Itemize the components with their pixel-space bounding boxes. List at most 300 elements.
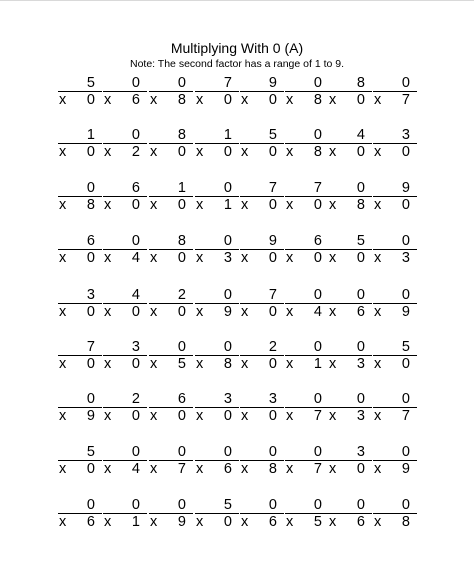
bottom-row [285, 407, 329, 424]
bottom-row [240, 303, 284, 320]
bottom-row [328, 355, 372, 372]
multiply-operator: x [241, 304, 249, 320]
bottom-row [328, 196, 372, 213]
problem-6-3 [149, 340, 193, 370]
multiply-operator: x [374, 514, 382, 530]
multiply-operator: x [104, 514, 112, 530]
multiply-operator: x [196, 356, 204, 372]
bottom-factor: 3 [401, 250, 410, 266]
problem-3-7 [328, 181, 372, 211]
multiply-operator: x [374, 356, 382, 372]
bottom-row [58, 460, 102, 477]
problem-3-2 [103, 181, 147, 211]
top-factor: 1 [86, 127, 95, 143]
multiply-operator: x [286, 250, 294, 266]
problem-4-2 [103, 234, 147, 264]
multiply-operator: x [374, 408, 382, 424]
top-factor: 8 [177, 233, 186, 249]
bottom-row [240, 513, 284, 530]
bottom-factor: 0 [131, 408, 140, 424]
bottom-row [103, 407, 147, 424]
worksheet-title: Multiplying With 0 (A) [170, 40, 304, 56]
multiply-operator: x [104, 144, 112, 160]
problem-5-8 [373, 288, 417, 318]
problem-9-7 [328, 498, 372, 528]
top-factor: 1 [223, 127, 232, 143]
bottom-factor: 0 [356, 250, 365, 266]
multiply-operator: x [59, 408, 67, 424]
problem-5-1 [58, 288, 102, 318]
top-factor: 0 [177, 75, 186, 91]
top-factor: 4 [356, 127, 365, 143]
top-factor: 0 [356, 287, 365, 303]
bottom-row [149, 513, 193, 530]
multiply-operator: x [329, 304, 337, 320]
multiply-operator: x [241, 92, 249, 108]
top-factor: 0 [86, 497, 95, 513]
bottom-factor: 8 [86, 197, 95, 213]
bottom-factor: 5 [177, 356, 186, 372]
bottom-row [240, 355, 284, 372]
bottom-row [149, 196, 193, 213]
problem-4-6 [285, 234, 329, 264]
bottom-row [373, 143, 417, 160]
bottom-factor: 7 [401, 92, 410, 108]
multiply-operator: x [196, 144, 204, 160]
top-factor: 0 [313, 444, 322, 460]
top-factor: 7 [268, 287, 277, 303]
bottom-factor: 6 [356, 304, 365, 320]
bottom-factor: 0 [86, 92, 95, 108]
top-factor: 0 [268, 497, 277, 513]
top-factor: 2 [268, 339, 277, 355]
problem-4-7 [328, 234, 372, 264]
bottom-factor: 2 [131, 144, 140, 160]
multiply-operator: x [59, 197, 67, 213]
top-factor: 3 [223, 391, 232, 407]
bottom-factor: 0 [86, 304, 95, 320]
top-factor: 5 [401, 339, 410, 355]
problem-3-3 [149, 181, 193, 211]
bottom-row [195, 249, 239, 266]
bottom-row [373, 513, 417, 530]
multiply-operator: x [150, 514, 158, 530]
problem-6-4 [195, 340, 239, 370]
bottom-row [58, 303, 102, 320]
top-factor: 7 [268, 180, 277, 196]
top-factor: 5 [268, 127, 277, 143]
multiply-operator: x [374, 250, 382, 266]
bottom-factor: 3 [223, 250, 232, 266]
problem-3-5 [240, 181, 284, 211]
bottom-factor: 0 [177, 250, 186, 266]
bottom-factor: 0 [356, 92, 365, 108]
bottom-row [328, 303, 372, 320]
bottom-factor: 9 [401, 461, 410, 477]
top-factor: 0 [401, 444, 410, 460]
bottom-row [149, 460, 193, 477]
bottom-factor: 0 [223, 514, 232, 530]
problem-8-2 [103, 445, 147, 475]
bottom-row [328, 460, 372, 477]
bottom-factor: 9 [223, 304, 232, 320]
multiply-operator: x [150, 461, 158, 477]
problem-1-4 [195, 76, 239, 106]
bottom-row [373, 196, 417, 213]
bottom-row [149, 143, 193, 160]
bottom-row [195, 513, 239, 530]
top-factor: 0 [86, 391, 95, 407]
problem-9-8 [373, 498, 417, 528]
bottom-factor: 4 [131, 461, 140, 477]
bottom-factor: 0 [268, 304, 277, 320]
problem-6-7 [328, 340, 372, 370]
top-factor: 0 [131, 444, 140, 460]
bottom-factor: 0 [86, 144, 95, 160]
multiply-operator: x [241, 197, 249, 213]
bottom-row [285, 355, 329, 372]
problem-3-8 [373, 181, 417, 211]
multiply-operator: x [196, 461, 204, 477]
bottom-factor: 0 [223, 408, 232, 424]
problem-7-1 [58, 392, 102, 422]
multiply-operator: x [374, 92, 382, 108]
top-factor: 6 [131, 180, 140, 196]
multiply-operator: x [329, 250, 337, 266]
bottom-factor: 0 [313, 197, 322, 213]
multiply-operator: x [329, 92, 337, 108]
problem-7-2 [103, 392, 147, 422]
top-factor: 0 [86, 180, 95, 196]
problem-5-5 [240, 288, 284, 318]
bottom-factor: 1 [131, 514, 140, 530]
bottom-factor: 6 [268, 514, 277, 530]
multiply-operator: x [374, 304, 382, 320]
multiply-operator: x [241, 250, 249, 266]
multiply-operator: x [329, 408, 337, 424]
problem-1-1 [58, 76, 102, 106]
top-factor: 0 [401, 233, 410, 249]
bottom-factor: 0 [268, 92, 277, 108]
top-factor: 0 [313, 391, 322, 407]
multiply-operator: x [59, 92, 67, 108]
problem-1-7 [328, 76, 372, 106]
top-factor: 0 [356, 391, 365, 407]
problem-6-1 [58, 340, 102, 370]
top-factor: 0 [131, 127, 140, 143]
multiply-operator: x [196, 197, 204, 213]
bottom-row [103, 460, 147, 477]
top-factor: 7 [313, 180, 322, 196]
problem-9-1 [58, 498, 102, 528]
top-factor: 3 [356, 444, 365, 460]
bottom-row [240, 91, 284, 108]
bottom-row [103, 303, 147, 320]
multiply-operator: x [150, 408, 158, 424]
multiply-operator: x [286, 461, 294, 477]
problem-8-6 [285, 445, 329, 475]
multiply-operator: x [196, 92, 204, 108]
bottom-factor: 0 [86, 356, 95, 372]
problem-6-2 [103, 340, 147, 370]
bottom-row [373, 407, 417, 424]
bottom-row [58, 355, 102, 372]
bottom-row [58, 91, 102, 108]
top-factor: 3 [401, 127, 410, 143]
multiply-operator: x [150, 92, 158, 108]
top-factor: 6 [313, 233, 322, 249]
problem-7-8 [373, 392, 417, 422]
bottom-factor: 6 [131, 92, 140, 108]
problem-1-3 [149, 76, 193, 106]
bottom-row [149, 249, 193, 266]
problem-1-8 [373, 76, 417, 106]
bottom-factor: 8 [401, 514, 410, 530]
bottom-row [195, 196, 239, 213]
problem-3-6 [285, 181, 329, 211]
bottom-row [103, 355, 147, 372]
top-factor: 0 [131, 75, 140, 91]
top-factor: 0 [131, 497, 140, 513]
multiply-operator: x [286, 197, 294, 213]
top-factor: 0 [223, 287, 232, 303]
bottom-row [285, 143, 329, 160]
bottom-row [373, 249, 417, 266]
bottom-factor: 0 [177, 304, 186, 320]
bottom-factor: 8 [223, 356, 232, 372]
bottom-factor: 0 [268, 250, 277, 266]
bottom-factor: 3 [356, 356, 365, 372]
top-factor: 3 [268, 391, 277, 407]
problem-2-6 [285, 128, 329, 158]
multiply-operator: x [329, 356, 337, 372]
multiply-operator: x [104, 356, 112, 372]
bottom-factor: 5 [313, 514, 322, 530]
top-factor: 9 [401, 180, 410, 196]
bottom-factor: 8 [313, 144, 322, 160]
problem-5-7 [328, 288, 372, 318]
top-factor: 0 [223, 339, 232, 355]
bottom-factor: 0 [268, 197, 277, 213]
bottom-factor: 0 [131, 304, 140, 320]
bottom-factor: 0 [401, 144, 410, 160]
bottom-factor: 0 [131, 197, 140, 213]
problem-5-4 [195, 288, 239, 318]
bottom-factor: 0 [401, 356, 410, 372]
top-factor: 0 [401, 75, 410, 91]
problem-1-2 [103, 76, 147, 106]
multiply-operator: x [286, 514, 294, 530]
top-factor: 0 [177, 339, 186, 355]
problem-2-4 [195, 128, 239, 158]
multiply-operator: x [374, 144, 382, 160]
bottom-row [195, 460, 239, 477]
problem-2-2 [103, 128, 147, 158]
bottom-row [103, 143, 147, 160]
top-factor: 0 [313, 287, 322, 303]
worksheet-note: Note: The second factor has a range of 1 to 9. [129, 58, 345, 70]
problem-3-4 [195, 181, 239, 211]
multiply-operator: x [150, 250, 158, 266]
bottom-row [240, 143, 284, 160]
bottom-row [149, 355, 193, 372]
multiply-operator: x [196, 514, 204, 530]
problem-9-4 [195, 498, 239, 528]
multiply-operator: x [150, 356, 158, 372]
multiply-operator: x [150, 304, 158, 320]
bottom-factor: 6 [86, 514, 95, 530]
multiply-operator: x [286, 356, 294, 372]
bottom-factor: 4 [313, 304, 322, 320]
problem-4-5 [240, 234, 284, 264]
top-factor: 5 [86, 75, 95, 91]
problem-1-6 [285, 76, 329, 106]
bottom-factor: 0 [86, 250, 95, 266]
bottom-row [58, 407, 102, 424]
problem-2-7 [328, 128, 372, 158]
multiply-operator: x [59, 144, 67, 160]
top-factor: 0 [313, 75, 322, 91]
bottom-row [149, 303, 193, 320]
problem-9-2 [103, 498, 147, 528]
multiply-operator: x [329, 461, 337, 477]
top-factor: 7 [223, 75, 232, 91]
top-factor: 5 [86, 444, 95, 460]
multiply-operator: x [104, 304, 112, 320]
problem-4-4 [195, 234, 239, 264]
multiply-operator: x [286, 92, 294, 108]
problem-7-7 [328, 392, 372, 422]
bottom-row [240, 460, 284, 477]
bottom-factor: 7 [313, 408, 322, 424]
multiply-operator: x [196, 304, 204, 320]
bottom-row [285, 303, 329, 320]
bottom-factor: 7 [401, 408, 410, 424]
bottom-factor: 6 [223, 461, 232, 477]
bottom-row [328, 407, 372, 424]
bottom-row [373, 303, 417, 320]
multiply-operator: x [241, 461, 249, 477]
multiply-operator: x [286, 144, 294, 160]
bottom-row [240, 196, 284, 213]
problem-8-3 [149, 445, 193, 475]
multiply-operator: x [104, 250, 112, 266]
bottom-row [240, 407, 284, 424]
bottom-factor: 9 [86, 408, 95, 424]
top-factor: 5 [223, 497, 232, 513]
bottom-factor: 0 [356, 461, 365, 477]
problem-9-3 [149, 498, 193, 528]
top-factor: 8 [177, 127, 186, 143]
bottom-factor: 0 [177, 197, 186, 213]
bottom-factor: 8 [313, 92, 322, 108]
bottom-row [149, 407, 193, 424]
bottom-row [195, 303, 239, 320]
bottom-row [328, 249, 372, 266]
top-factor: 0 [401, 391, 410, 407]
multiply-operator: x [104, 197, 112, 213]
problem-3-1 [58, 181, 102, 211]
multiply-operator: x [104, 408, 112, 424]
bottom-row [285, 513, 329, 530]
problem-8-8 [373, 445, 417, 475]
bottom-row [285, 460, 329, 477]
bottom-factor: 0 [356, 144, 365, 160]
bottom-row [103, 91, 147, 108]
top-factor: 0 [356, 339, 365, 355]
top-factor: 0 [177, 497, 186, 513]
bottom-factor: 7 [177, 461, 186, 477]
top-factor: 2 [131, 391, 140, 407]
bottom-row [58, 513, 102, 530]
bottom-factor: 0 [177, 408, 186, 424]
bottom-row [373, 91, 417, 108]
bottom-row [103, 249, 147, 266]
problem-4-1 [58, 234, 102, 264]
bottom-row [240, 249, 284, 266]
bottom-factor: 1 [313, 356, 322, 372]
problem-8-7 [328, 445, 372, 475]
top-factor: 2 [177, 287, 186, 303]
problem-4-3 [149, 234, 193, 264]
bottom-factor: 3 [356, 408, 365, 424]
multiply-operator: x [59, 250, 67, 266]
problem-6-5 [240, 340, 284, 370]
problem-2-3 [149, 128, 193, 158]
bottom-row [195, 407, 239, 424]
top-factor: 3 [131, 339, 140, 355]
bottom-row [103, 196, 147, 213]
multiply-operator: x [104, 92, 112, 108]
multiply-operator: x [241, 356, 249, 372]
bottom-factor: 7 [313, 461, 322, 477]
problem-7-5 [240, 392, 284, 422]
problem-7-4 [195, 392, 239, 422]
bottom-row [195, 91, 239, 108]
bottom-factor: 0 [223, 92, 232, 108]
bottom-row [328, 513, 372, 530]
top-factor: 9 [268, 233, 277, 249]
problem-7-3 [149, 392, 193, 422]
bottom-factor: 0 [86, 461, 95, 477]
problem-8-5 [240, 445, 284, 475]
top-factor: 0 [356, 497, 365, 513]
multiply-operator: x [329, 197, 337, 213]
bottom-row [373, 460, 417, 477]
top-factor: 0 [223, 233, 232, 249]
top-factor: 0 [313, 497, 322, 513]
bottom-factor: 0 [268, 408, 277, 424]
bottom-factor: 0 [268, 356, 277, 372]
top-factor: 4 [131, 287, 140, 303]
multiply-operator: x [329, 144, 337, 160]
multiply-operator: x [374, 461, 382, 477]
top-factor: 5 [356, 233, 365, 249]
multiply-operator: x [196, 408, 204, 424]
multiply-operator: x [104, 461, 112, 477]
bottom-factor: 9 [401, 304, 410, 320]
problem-2-5 [240, 128, 284, 158]
problem-8-1 [58, 445, 102, 475]
bottom-row [285, 196, 329, 213]
multiply-operator: x [286, 304, 294, 320]
bottom-factor: 0 [268, 144, 277, 160]
bottom-row [195, 355, 239, 372]
top-factor: 1 [177, 180, 186, 196]
problem-9-5 [240, 498, 284, 528]
top-factor: 0 [223, 444, 232, 460]
multiply-operator: x [241, 408, 249, 424]
